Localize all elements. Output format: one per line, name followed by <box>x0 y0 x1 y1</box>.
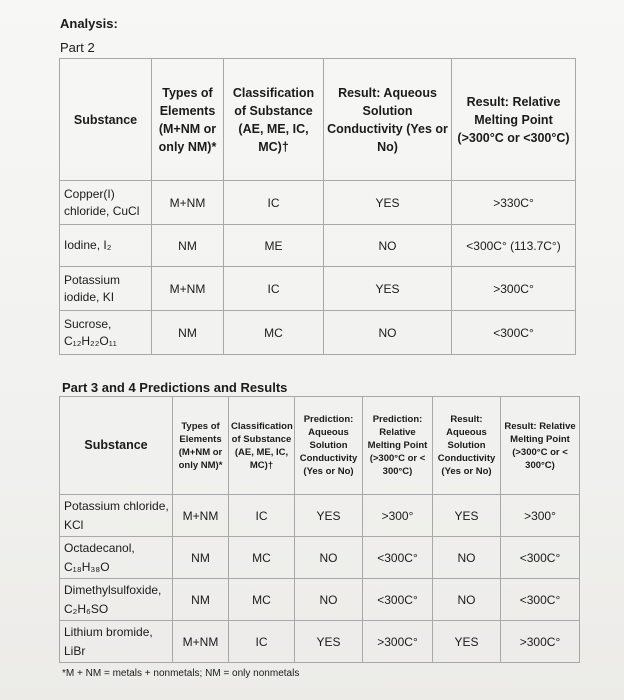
cell: >300C° <box>501 621 580 663</box>
substance-cell: Lithium bromide, LiBr <box>60 621 173 663</box>
cell: YES <box>295 495 363 537</box>
cell: >300° <box>363 495 433 537</box>
table-header-row <box>60 397 580 495</box>
cell: M+NM <box>152 181 224 225</box>
cell: NO <box>433 579 501 621</box>
cell: NM <box>173 537 229 579</box>
header-cell: Classification of Substance (AE, ME, IC, MC)† <box>229 397 295 495</box>
header-cell: Result: Relative Melting Point (>300°C or <300°C) <box>452 59 576 181</box>
header-cell: Substance <box>60 59 152 181</box>
cell: >330C° <box>452 181 576 225</box>
table-row <box>60 495 580 537</box>
cell: IC <box>229 621 295 663</box>
table-row <box>60 579 580 621</box>
cell: M+NM <box>173 495 229 537</box>
cell: YES <box>295 621 363 663</box>
substance-cell: Sucrose, C₁₂H₂₂O₁₁ <box>60 311 152 355</box>
table-header-row <box>60 59 576 181</box>
table-row <box>60 537 580 579</box>
cell: <300C° <box>363 537 433 579</box>
substance-cell: Potassium chloride, KCl <box>60 495 173 537</box>
part2-heading: Part 2 <box>60 40 95 55</box>
footnote: *M + NM = metals + nonmetals; NM = only nonmetals <box>62 668 300 679</box>
part34-table <box>59 396 580 663</box>
cell: IC <box>224 267 324 311</box>
cell: NM <box>152 311 224 355</box>
cell: YES <box>324 267 452 311</box>
header-cell: Substance <box>60 397 173 495</box>
header-cell: Types of Elements (M+NM or only NM)* <box>173 397 229 495</box>
cell: MC <box>229 579 295 621</box>
header-cell: Result: Aqueous Solution Conductivity (Yes or No) <box>433 397 501 495</box>
cell: IC <box>229 495 295 537</box>
cell: YES <box>324 181 452 225</box>
cell: NO <box>295 537 363 579</box>
substance-cell: Copper(I) chloride, CuCl <box>60 181 152 225</box>
substance-cell: Dimethylsulfoxide, C₂H₆SO <box>60 579 173 621</box>
cell: ME <box>224 225 324 267</box>
cell: NO <box>324 311 452 355</box>
cell: <300C° <box>363 579 433 621</box>
table-row <box>60 311 576 355</box>
table-row <box>60 621 580 663</box>
header-cell: Prediction: Relative Melting Point (>300°C or < 300°C) <box>363 397 433 495</box>
header-cell: Types of Elements (M+NM or only NM)* <box>152 59 224 181</box>
cell: M+NM <box>173 621 229 663</box>
header-cell: Prediction: Aqueous Solution Conductivity (Yes or No) <box>295 397 363 495</box>
cell: NM <box>173 579 229 621</box>
header-cell: Result: Relative Melting Point (>300°C or < 300°C) <box>501 397 580 495</box>
part2-table <box>59 58 576 355</box>
analysis-heading: Analysis: <box>60 16 118 31</box>
cell: <300C° <box>452 311 576 355</box>
cell: NO <box>433 537 501 579</box>
cell: NM <box>152 225 224 267</box>
cell: >300° <box>501 495 580 537</box>
header-cell: Result: Aqueous Solution Conductivity (Yes or No) <box>324 59 452 181</box>
substance-cell: Octadecanol, C₁₈H₃₈O <box>60 537 173 579</box>
cell: <300C° <box>501 579 580 621</box>
cell: YES <box>433 495 501 537</box>
cell: IC <box>224 181 324 225</box>
cell: MC <box>224 311 324 355</box>
substance-cell: Iodine, I₂ <box>60 225 152 267</box>
substance-cell: Potassium iodide, KI <box>60 267 152 311</box>
cell: >300C° <box>452 267 576 311</box>
cell: MC <box>229 537 295 579</box>
cell: M+NM <box>152 267 224 311</box>
part34-heading: Part 3 and 4 Predictions and Results <box>62 380 288 395</box>
cell: NO <box>324 225 452 267</box>
header-cell: Classification of Substance (AE, ME, IC, MC)† <box>224 59 324 181</box>
table-row <box>60 225 576 267</box>
cell: >300C° <box>363 621 433 663</box>
cell: YES <box>433 621 501 663</box>
table-row <box>60 267 576 311</box>
cell: <300C° <box>501 537 580 579</box>
cell: NO <box>295 579 363 621</box>
table-row <box>60 181 576 225</box>
cell: <300C° (113.7C°) <box>452 225 576 267</box>
